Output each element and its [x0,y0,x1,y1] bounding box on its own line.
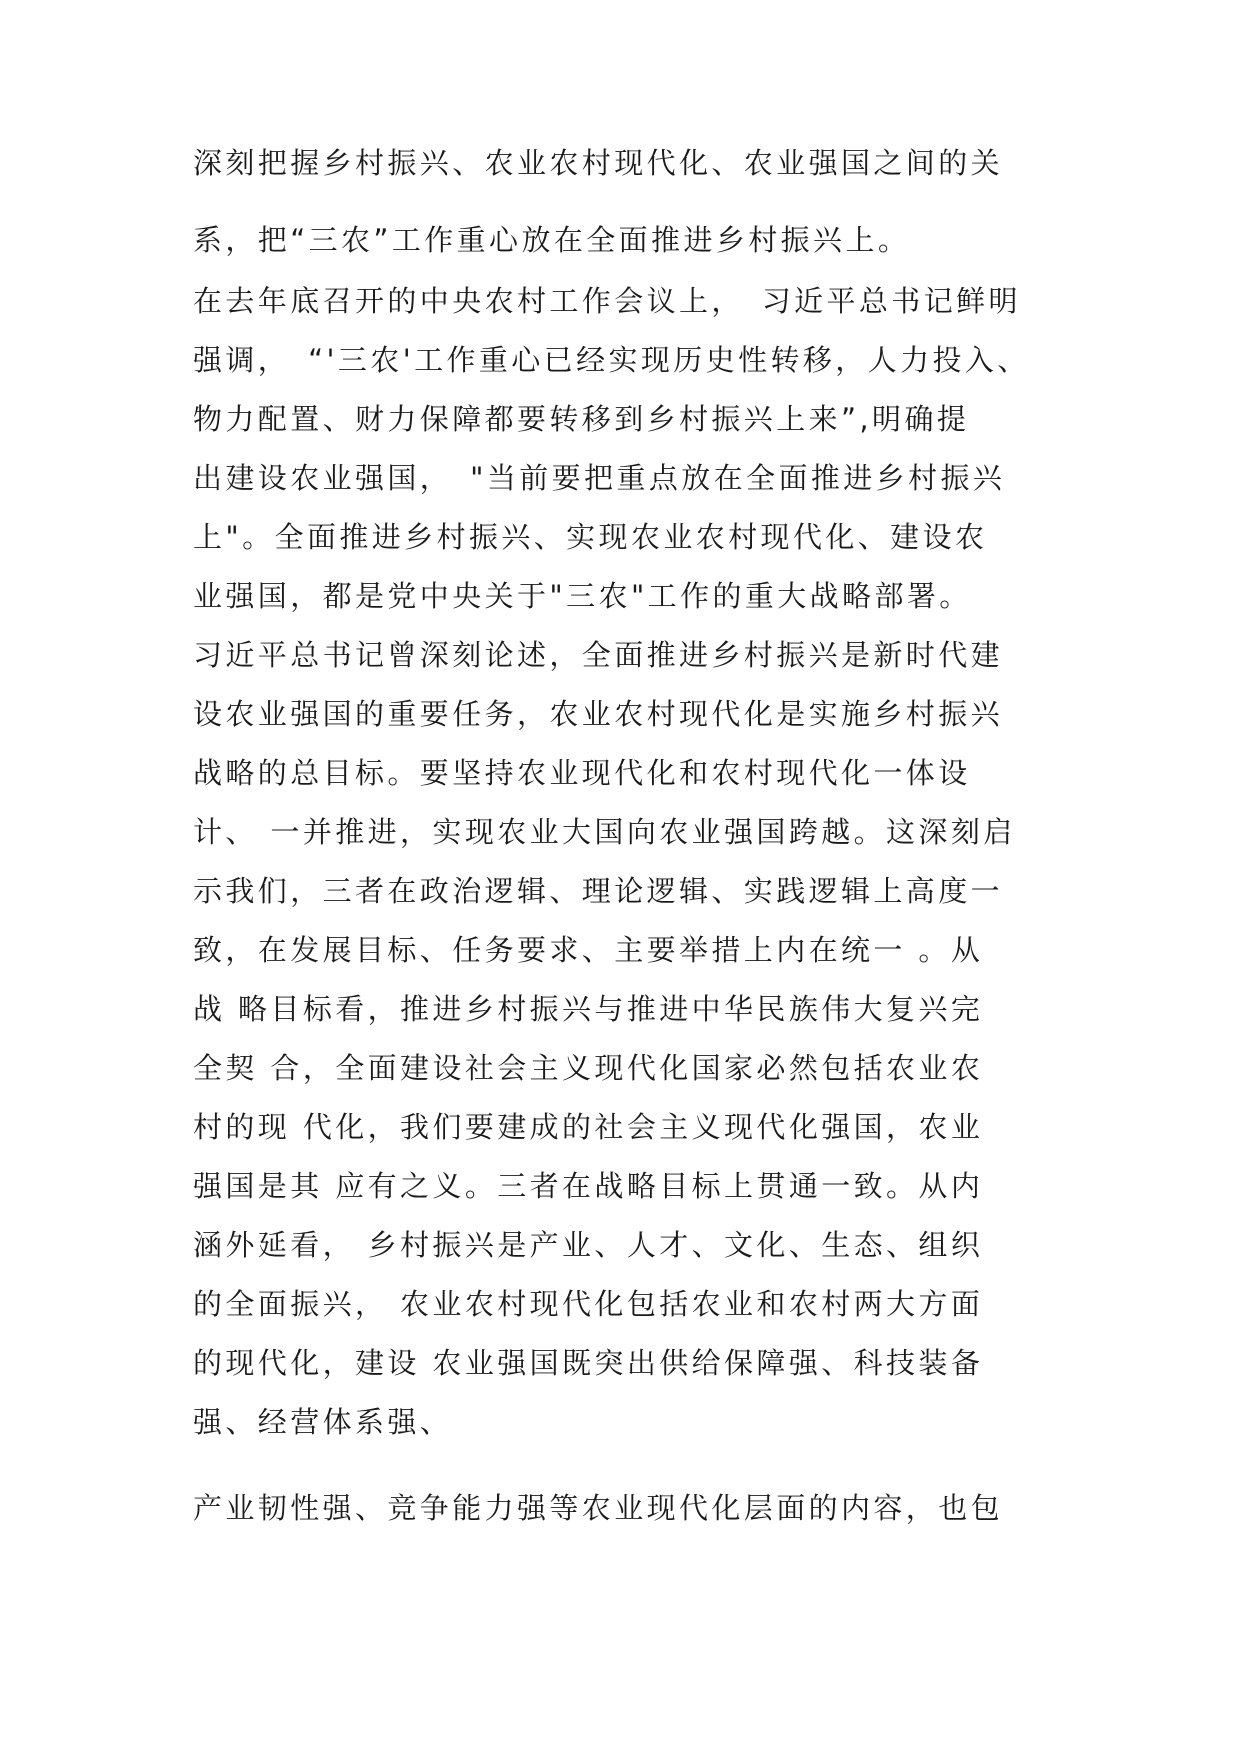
text-line: 系，把“三农”工作重心放在全面推进乡村振兴上。 [193,223,911,257]
text-line: 的全面振兴， 农业农村现代化包括农业和农村两大方面 [193,1287,984,1321]
text-line: 强、经营体系强、 [193,1405,453,1439]
text-line: 村的现 代化，我们要建成的社会主义现代化强国，农业 [193,1110,984,1144]
text-line: 在去年底召开的中央农村工作会议上， 习近平总书记鲜明 [193,284,1021,318]
text-line: 示我们，三者在政治逻辑、理论逻辑、实践逻辑上高度一 [193,874,1004,908]
text-line: 出建设农业强国， "当前要把重点放在全面推进乡村振兴 [193,461,1006,495]
text-line: 全契 合，全面建设社会主义现代化国家必然包括农业农 [193,1051,984,1085]
text-line: 深刻把握乡村振兴、农业农村现代化、农业强国之间的关 [193,146,1004,180]
text-line: 战 略目标看，推进乡村振兴与推进中华民族伟大复兴完 [193,992,984,1026]
text-line: 物力配置、财力保障都要转移到乡村振兴上来”,明确提 [193,402,970,436]
text-line: 业强国，都是党中央关于"三农"工作的重大战略部署。 [193,579,972,613]
text-line: 计、 一并推进，实现农业大国向农业强国跨越。这深刻启 [193,815,1016,849]
text-line: 产业韧性强、竞争能力强等农业现代化层面的内容，也包 [193,1491,1004,1525]
text-line: 强调， “'三农'工作重心已经实现历史性转移，人力投入、 [193,343,1030,377]
text-line: 致，在发展目标、任务要求、主要举措上内在统一 。从 [193,933,984,967]
text-line: 设农业强国的重要任务，农业农村现代化是实施乡村振兴 [193,697,1004,731]
text-line: 战略的总目标。要坚持农业现代化和农村现代化一体设 [193,756,971,790]
text-line: 上"。全面推进乡村振兴、实现农业农村现代化、建设农 [193,520,988,554]
text-line: 的现代化，建设 农业强国既突出供给保障强、科技装备 [193,1346,984,1380]
text-line: 习近平总书记曾深刻论述，全面推进乡村振兴是新时代建 [193,638,1004,672]
text-line: 涵外延看， 乡村振兴是产业、人才、文化、生态、组织 [193,1228,984,1262]
text-line: 强国是其 应有之义。三者在战略目标上贯通一致。从内 [193,1169,984,1203]
